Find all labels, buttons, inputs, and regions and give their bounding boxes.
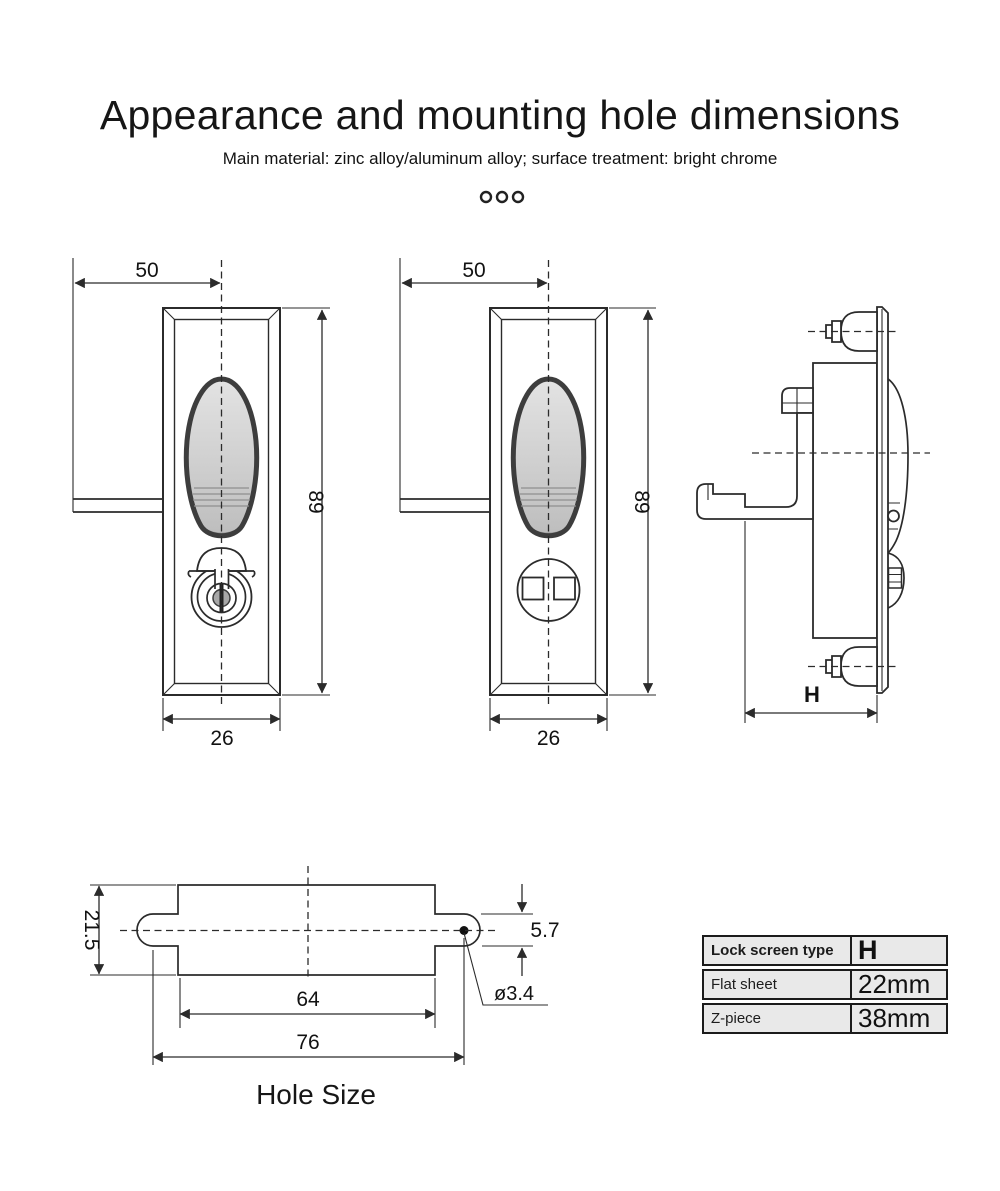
hole-size-caption: Hole Size	[256, 1079, 376, 1110]
dim-slot-height: 5.7	[530, 919, 560, 942]
dim-height: 89	[630, 490, 653, 514]
page-subtitle: Main material: zinc alloy/aluminum alloy; surface treatment: bright chrome	[222, 149, 778, 168]
dim-top-width: 50	[135, 259, 159, 282]
table-row	[702, 1003, 948, 1034]
table-header-row	[702, 935, 948, 966]
dim-height: 89	[304, 490, 327, 514]
dim-inner-width: 64	[296, 988, 320, 1011]
dim-top-width: 50	[462, 259, 486, 282]
row-value: 38mm	[858, 1003, 931, 1033]
dim-bottom-width: 26	[536, 727, 561, 750]
front-view-slot-lock	[400, 258, 656, 750]
row-value: 22mm	[858, 969, 931, 999]
dim-panel-range: H	[804, 682, 820, 707]
row-label: Flat sheet	[704, 971, 852, 998]
lock-spec-table	[702, 935, 948, 1037]
page-title: Appearance and mounting hole dimensions	[99, 92, 901, 138]
dim-hole-spacing: 76	[296, 1031, 320, 1054]
table-header-type: Lock screen type	[704, 937, 852, 964]
table-row	[702, 969, 948, 1000]
table-header-value: H	[858, 935, 878, 965]
side-view	[697, 307, 930, 723]
separator-dots-icon	[481, 192, 523, 202]
dim-overall-height: 21.5	[80, 909, 103, 951]
front-view-key-lock	[73, 258, 330, 750]
hole-size-drawing	[80, 866, 560, 1110]
dim-hole-diameter: ø3.4	[493, 983, 535, 1005]
dim-bottom-width: 26	[210, 727, 234, 750]
row-label: Z-piece	[704, 1005, 852, 1032]
